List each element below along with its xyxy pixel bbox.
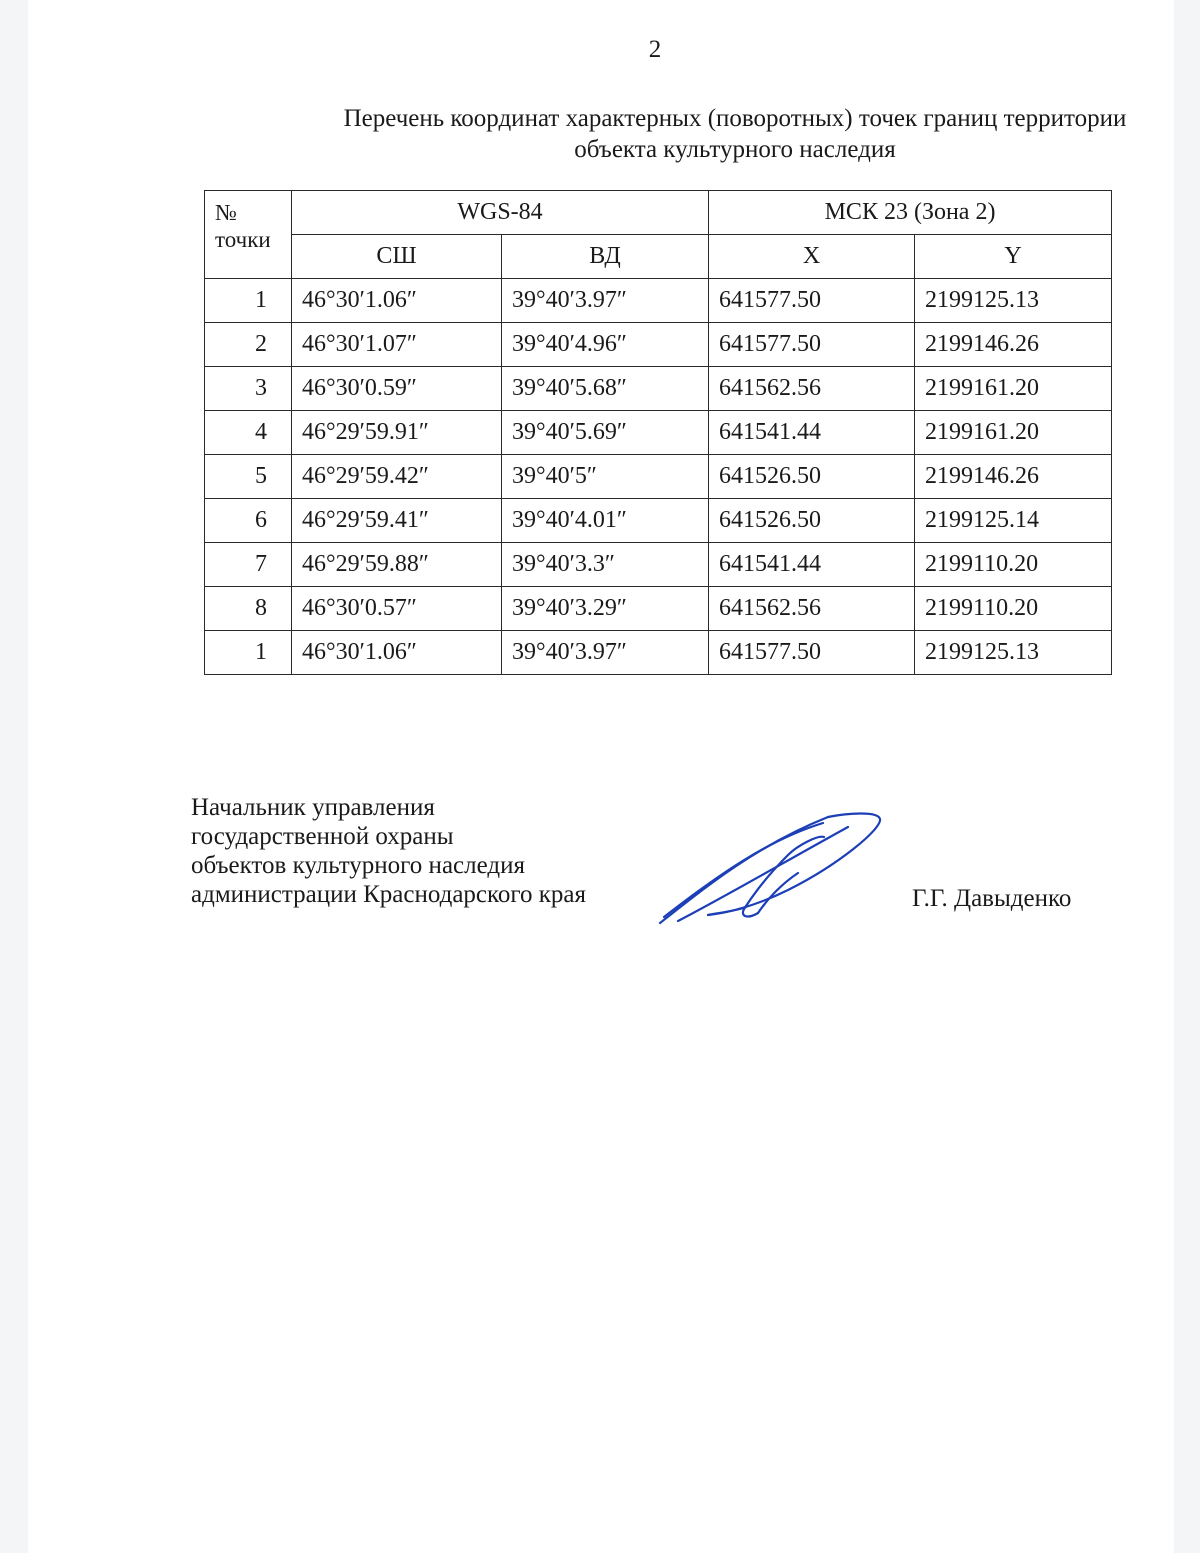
document-title <box>190 103 1200 165</box>
table-header-row <box>205 191 1112 235</box>
table-row <box>205 499 1112 543</box>
cell-longitude: 39°40′4.01″ <box>502 499 709 543</box>
cell-longitude: 39°40′3.29″ <box>502 587 709 631</box>
cell-longitude: 39°40′3.97″ <box>502 279 709 323</box>
signature-strokes <box>660 814 880 924</box>
cell-point-number: 1 <box>205 279 292 323</box>
cell-y: 2199146.26 <box>915 323 1112 367</box>
table-row <box>205 543 1112 587</box>
handwritten-signature <box>648 805 888 935</box>
header-point-number <box>205 191 292 279</box>
signatory-line-3: объектов культурного наследия <box>191 852 525 879</box>
table-row <box>205 279 1112 323</box>
header-x: X <box>709 235 915 279</box>
title-line-2: объекта культурного наследия <box>574 136 896 163</box>
header-latitude: СШ <box>292 235 502 279</box>
table-row <box>205 411 1112 455</box>
cell-point-number: 6 <box>205 499 292 543</box>
cell-latitude: 46°30′0.59″ <box>292 367 502 411</box>
table-subheader-row <box>205 235 1112 279</box>
signatory-name: Г.Г. Давыденко <box>912 885 1072 912</box>
cell-latitude: 46°29′59.88″ <box>292 543 502 587</box>
cell-x: 641577.50 <box>709 279 915 323</box>
cell-point-number: 8 <box>205 587 292 631</box>
table-body <box>205 279 1112 675</box>
cell-latitude: 46°29′59.91″ <box>292 411 502 455</box>
cell-longitude: 39°40′5.68″ <box>502 367 709 411</box>
page-number: 2 <box>648 36 662 63</box>
signatory-line-1: Начальник управления <box>191 794 435 821</box>
cell-y: 2199110.20 <box>915 543 1112 587</box>
cell-y: 2199161.20 <box>915 411 1112 455</box>
cell-point-number: 1 <box>205 631 292 675</box>
title-line-1: Перечень координат характерных (поворотных) точек границ территории <box>343 105 1127 132</box>
cell-x: 641526.50 <box>709 499 915 543</box>
cell-longitude: 39°40′5.69″ <box>502 411 709 455</box>
header-longitude: ВД <box>502 235 709 279</box>
cell-x: 641577.50 <box>709 323 915 367</box>
cell-x: 641526.50 <box>709 455 915 499</box>
cell-longitude: 39°40′3.3″ <box>502 543 709 587</box>
signatory-position <box>191 793 586 909</box>
cell-point-number: 5 <box>205 455 292 499</box>
cell-latitude: 46°30′0.57″ <box>292 587 502 631</box>
cell-y: 2199125.14 <box>915 499 1112 543</box>
header-wgs84: WGS-84 <box>292 191 709 235</box>
cell-y: 2199125.13 <box>915 279 1112 323</box>
cell-point-number: 7 <box>205 543 292 587</box>
cell-latitude: 46°29′59.42″ <box>292 455 502 499</box>
table-row <box>205 587 1112 631</box>
table-row <box>205 367 1112 411</box>
cell-y: 2199110.20 <box>915 587 1112 631</box>
signatory-line-4: администрации Краснодарского края <box>191 881 587 908</box>
header-y: Y <box>915 235 1112 279</box>
cell-y: 2199125.13 <box>915 631 1112 675</box>
cell-y: 2199146.26 <box>915 455 1112 499</box>
cell-x: 641577.50 <box>709 631 915 675</box>
cell-longitude: 39°40′3.97″ <box>502 631 709 675</box>
cell-latitude: 46°30′1.06″ <box>292 279 502 323</box>
cell-y: 2199161.20 <box>915 367 1112 411</box>
cell-longitude: 39°40′4.96″ <box>502 323 709 367</box>
cell-point-number: 4 <box>205 411 292 455</box>
cell-latitude: 46°29′59.41″ <box>292 499 502 543</box>
table-row <box>205 631 1112 675</box>
header-number-sign: № <box>215 200 237 225</box>
cell-point-number: 3 <box>205 367 292 411</box>
signatory-line-2: государственной охраны <box>191 823 454 850</box>
header-msk23: МСК 23 (Зона 2) <box>709 191 1112 235</box>
cell-point-number: 2 <box>205 323 292 367</box>
table-row <box>205 455 1112 499</box>
cell-latitude: 46°30′1.07″ <box>292 323 502 367</box>
table-row <box>205 323 1112 367</box>
cell-latitude: 46°30′1.06″ <box>292 631 502 675</box>
cell-longitude: 39°40′5″ <box>502 455 709 499</box>
header-point-word: точки <box>215 227 271 252</box>
cell-x: 641562.56 <box>709 587 915 631</box>
coordinates-table <box>204 190 1112 675</box>
cell-x: 641562.56 <box>709 367 915 411</box>
cell-x: 641541.44 <box>709 411 915 455</box>
cell-x: 641541.44 <box>709 543 915 587</box>
